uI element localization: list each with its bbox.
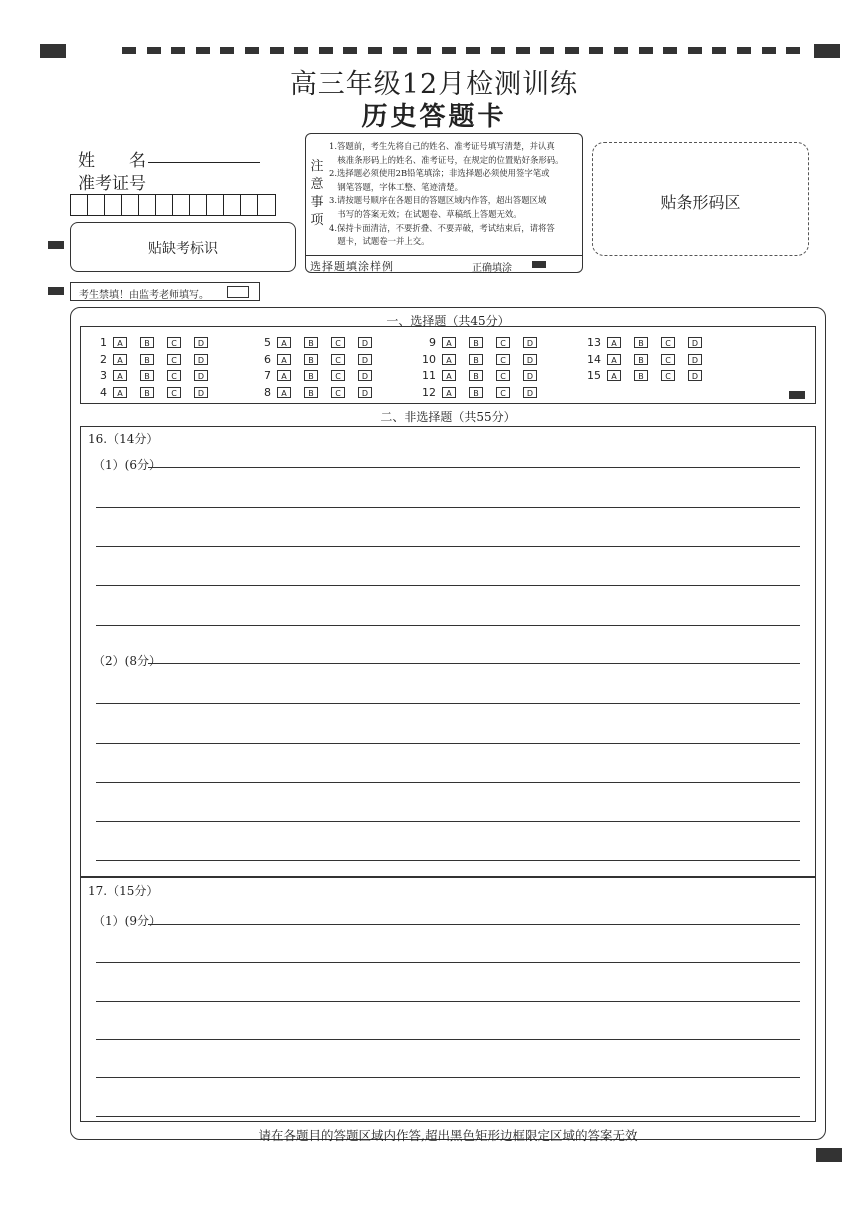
mcq-option-bubble[interactable]: D bbox=[523, 370, 537, 381]
mcq-option-bubble[interactable]: A bbox=[607, 354, 621, 365]
mcq-option-bubble[interactable]: D bbox=[523, 354, 537, 365]
mcq-question-number: 10 bbox=[422, 353, 436, 366]
mcq-option-bubble[interactable]: A bbox=[113, 354, 127, 365]
mcq-option-bubble[interactable]: B bbox=[140, 370, 154, 381]
timing-mark bbox=[196, 47, 210, 54]
answer-line[interactable] bbox=[148, 663, 800, 664]
answer-line[interactable] bbox=[96, 625, 800, 626]
proctor-note: 考生禁填！由监考老师填写。 bbox=[79, 290, 209, 301]
mcq-option-bubble[interactable]: D bbox=[688, 337, 702, 348]
corner-mark-bottom-right bbox=[816, 1148, 842, 1162]
mcq-option-bubble[interactable]: C bbox=[167, 354, 181, 365]
notice-line: 题卡，试题卷一并上交。 bbox=[329, 236, 430, 247]
mcq-question bbox=[575, 336, 715, 349]
mcq-question-number: 1 bbox=[100, 336, 107, 349]
timing-mark bbox=[516, 47, 530, 54]
answer-line[interactable] bbox=[148, 924, 800, 925]
q16-answer-box[interactable] bbox=[80, 426, 816, 877]
mcq-question bbox=[245, 369, 385, 382]
timing-mark bbox=[614, 47, 628, 54]
mcq-question-number: 2 bbox=[100, 353, 107, 366]
mcq-option-bubble[interactable]: D bbox=[523, 387, 537, 398]
footer-note: 请在各题目的答题区域内作答,超出黑色矩形边框限定区域的答案无效 bbox=[258, 1128, 638, 1143]
mcq-option-bubble[interactable]: B bbox=[140, 387, 154, 398]
mcq-option-bubble[interactable]: D bbox=[194, 370, 208, 381]
mcq-option-bubble[interactable]: C bbox=[496, 354, 510, 365]
name-label: 姓 名 bbox=[78, 151, 146, 171]
corner-mark-top-left bbox=[40, 44, 66, 58]
answer-line[interactable] bbox=[96, 743, 800, 744]
mcq-question bbox=[245, 386, 385, 399]
answer-line[interactable] bbox=[96, 821, 800, 822]
timing-mark bbox=[663, 47, 677, 54]
mcq-option-bubble[interactable]: A bbox=[277, 337, 291, 348]
q16-part2-label: （2）(8分） bbox=[93, 654, 161, 668]
answer-line[interactable] bbox=[96, 546, 800, 547]
id-digit-cell[interactable] bbox=[122, 195, 139, 215]
id-digit-cell[interactable] bbox=[156, 195, 173, 215]
answer-line[interactable] bbox=[96, 1001, 800, 1002]
mcq-option-bubble[interactable]: D bbox=[358, 387, 372, 398]
timing-mark bbox=[491, 47, 505, 54]
timing-mark bbox=[245, 47, 259, 54]
mcq-question-number: 9 bbox=[429, 336, 436, 349]
mcq-option-bubble[interactable]: B bbox=[140, 337, 154, 348]
timing-mark bbox=[393, 47, 407, 54]
mcq-question-number: 11 bbox=[422, 369, 436, 382]
mcq-question bbox=[575, 369, 715, 382]
proctor-fill-box[interactable] bbox=[227, 286, 249, 298]
id-digit-cell[interactable] bbox=[105, 195, 122, 215]
mcq-area bbox=[80, 326, 816, 404]
answer-line[interactable] bbox=[96, 703, 800, 704]
timing-mark bbox=[319, 47, 333, 54]
mcq-option-bubble[interactable]: C bbox=[331, 387, 345, 398]
timing-mark bbox=[589, 47, 603, 54]
timing-mark bbox=[294, 47, 308, 54]
mcq-option-bubble[interactable]: A bbox=[277, 387, 291, 398]
mcq-option-bubble[interactable]: D bbox=[358, 337, 372, 348]
notice-line: 书写的答案无效；在试题卷、草稿纸上答题无效。 bbox=[329, 208, 522, 219]
mcq-question bbox=[81, 353, 221, 366]
mcq-option-bubble[interactable]: D bbox=[194, 354, 208, 365]
notice-line: 2.选择题必须使用2B铅笔填涂；非选择题必须使用签字笔或 bbox=[329, 168, 550, 179]
mcq-option-bubble[interactable]: A bbox=[277, 370, 291, 381]
example-label: 选择题填涂样例 bbox=[310, 260, 394, 273]
answer-line[interactable] bbox=[96, 507, 800, 508]
name-field[interactable] bbox=[148, 162, 260, 163]
section1-title: 一、选择题（共45分） bbox=[386, 314, 510, 328]
notice-line: 4.保持卡面清洁，不要折叠、不要弄破，考试结束后，请将答 bbox=[329, 222, 555, 233]
mcq-option-bubble[interactable]: A bbox=[607, 337, 621, 348]
id-digit-cell[interactable] bbox=[190, 195, 207, 215]
notice-line: 3.请按题号顺序在各题目的答题区域内作答，超出答题区域 bbox=[329, 195, 547, 206]
mcq-option-bubble[interactable]: B bbox=[469, 337, 483, 348]
mcq-question-number: 14 bbox=[587, 353, 601, 366]
mcq-option-bubble[interactable]: B bbox=[469, 370, 483, 381]
mcq-question bbox=[575, 353, 715, 366]
q16-title: 16.（14分） bbox=[88, 432, 159, 446]
mark-left-1 bbox=[48, 241, 64, 249]
correct-fill-label: 正确填涂 bbox=[472, 263, 512, 274]
mcq-option-bubble[interactable]: D bbox=[194, 387, 208, 398]
timing-mark bbox=[466, 47, 480, 54]
mcq-corner-mark bbox=[789, 391, 805, 399]
mcq-question-number: 5 bbox=[264, 336, 271, 349]
mcq-option-bubble[interactable]: A bbox=[113, 370, 127, 381]
notice-line: 1.答题前，考生先将自己的姓名、准考证号填写清楚，并认真 bbox=[329, 141, 555, 151]
mcq-option-bubble[interactable]: C bbox=[331, 337, 345, 348]
timing-mark bbox=[442, 47, 456, 54]
notice-box bbox=[305, 133, 583, 273]
mcq-option-bubble[interactable]: A bbox=[442, 354, 456, 365]
timing-mark bbox=[171, 47, 185, 54]
mcq-option-bubble[interactable]: B bbox=[304, 370, 318, 381]
mcq-option-bubble[interactable]: C bbox=[167, 370, 181, 381]
timing-mark bbox=[712, 47, 726, 54]
mcq-option-bubble[interactable]: C bbox=[331, 370, 345, 381]
mcq-question-number: 3 bbox=[100, 369, 107, 382]
id-digit-cell[interactable] bbox=[207, 195, 224, 215]
id-digit-cell[interactable] bbox=[241, 195, 258, 215]
section2-title: 二、非选择题（共55分） bbox=[380, 410, 516, 424]
timing-mark bbox=[343, 47, 357, 54]
mcq-option-bubble[interactable]: D bbox=[688, 370, 702, 381]
page-title: 高三年级12月检测训练 bbox=[289, 69, 579, 100]
mcq-question bbox=[245, 336, 385, 349]
mcq-question-number: 13 bbox=[587, 336, 601, 349]
mcq-option-bubble[interactable]: B bbox=[634, 354, 648, 365]
notice-line: 核准条形码上的姓名、准考证号，在规定的位置贴好条形码。 bbox=[329, 154, 564, 165]
answer-line[interactable] bbox=[96, 782, 800, 783]
mcq-option-bubble[interactable]: A bbox=[607, 370, 621, 381]
mcq-question bbox=[410, 353, 550, 366]
mcq-option-bubble[interactable]: C bbox=[496, 370, 510, 381]
barcode-label: 贴条形码区 bbox=[660, 193, 741, 212]
mcq-option-bubble[interactable]: A bbox=[442, 337, 456, 348]
barcode-area bbox=[592, 142, 809, 256]
mcq-option-bubble[interactable]: B bbox=[634, 370, 648, 381]
mcq-option-bubble[interactable]: A bbox=[442, 387, 456, 398]
missing-exam-box bbox=[70, 222, 296, 272]
mcq-question bbox=[410, 369, 550, 382]
mcq-question bbox=[245, 353, 385, 366]
page-subtitle: 历史答题卡 bbox=[361, 102, 507, 132]
mcq-option-bubble[interactable]: A bbox=[113, 387, 127, 398]
mcq-option-bubble[interactable]: A bbox=[442, 370, 456, 381]
mcq-option-bubble[interactable]: C bbox=[661, 354, 675, 365]
example-row bbox=[306, 255, 582, 274]
mcq-question-number: 15 bbox=[587, 369, 601, 382]
mcq-option-bubble[interactable]: D bbox=[523, 337, 537, 348]
id-label: 准考证号 bbox=[78, 174, 146, 194]
mcq-question bbox=[410, 336, 550, 349]
timing-mark bbox=[122, 47, 136, 54]
mcq-question-number: 8 bbox=[264, 386, 271, 399]
missing-exam-label: 贴缺考标识 bbox=[148, 241, 218, 257]
answer-line[interactable] bbox=[96, 1077, 800, 1078]
answer-line[interactable] bbox=[96, 860, 800, 861]
mcq-option-bubble[interactable]: B bbox=[304, 387, 318, 398]
timing-mark bbox=[688, 47, 702, 54]
answer-line[interactable] bbox=[148, 467, 800, 468]
mcq-option-bubble[interactable]: B bbox=[304, 354, 318, 365]
id-digit-cell[interactable] bbox=[224, 195, 241, 215]
mcq-question bbox=[410, 386, 550, 399]
mcq-question bbox=[81, 386, 221, 399]
q17-title: 17.（15分） bbox=[88, 884, 159, 898]
mcq-option-bubble[interactable]: B bbox=[140, 354, 154, 365]
id-digit-cell[interactable] bbox=[258, 195, 275, 215]
id-digit-cell[interactable] bbox=[88, 195, 105, 215]
mark-left-2 bbox=[48, 287, 64, 295]
mcq-option-bubble[interactable]: C bbox=[167, 387, 181, 398]
mcq-question bbox=[81, 336, 221, 349]
mcq-option-bubble[interactable]: B bbox=[469, 354, 483, 365]
notice-items bbox=[329, 140, 579, 249]
mcq-option-bubble[interactable]: C bbox=[496, 387, 510, 398]
answer-line[interactable] bbox=[96, 585, 800, 586]
mcq-option-bubble[interactable]: B bbox=[469, 387, 483, 398]
timing-mark bbox=[417, 47, 431, 54]
timing-mark bbox=[565, 47, 579, 54]
timing-mark bbox=[270, 47, 284, 54]
id-digit-cell[interactable] bbox=[173, 195, 190, 215]
mcq-question-number: 7 bbox=[264, 369, 271, 382]
mcq-option-bubble[interactable]: D bbox=[194, 337, 208, 348]
q17-answer-box[interactable] bbox=[80, 877, 816, 1122]
proctor-note-box bbox=[70, 282, 260, 301]
timing-mark bbox=[147, 47, 161, 54]
timing-mark bbox=[540, 47, 554, 54]
timing-mark bbox=[368, 47, 382, 54]
timing-mark bbox=[639, 47, 653, 54]
timing-mark bbox=[762, 47, 776, 54]
answer-line[interactable] bbox=[96, 1116, 800, 1117]
timing-mark bbox=[737, 47, 751, 54]
id-number-grid[interactable] bbox=[70, 194, 276, 216]
mcq-question-number: 4 bbox=[100, 386, 107, 399]
id-digit-cell[interactable] bbox=[139, 195, 156, 215]
mcq-option-bubble[interactable]: C bbox=[167, 337, 181, 348]
q17-part1-label: （1）(9分） bbox=[93, 914, 161, 928]
mcq-option-bubble[interactable]: A bbox=[277, 354, 291, 365]
mcq-option-bubble[interactable]: C bbox=[331, 354, 345, 365]
mcq-option-bubble[interactable]: D bbox=[358, 354, 372, 365]
corner-mark-top-right bbox=[814, 44, 840, 58]
mcq-question-number: 12 bbox=[422, 386, 436, 399]
answer-line[interactable] bbox=[96, 1039, 800, 1040]
mcq-option-bubble[interactable]: C bbox=[661, 370, 675, 381]
mcq-option-bubble[interactable]: C bbox=[496, 337, 510, 348]
notice-side-label: 注意事项 bbox=[310, 159, 324, 228]
mcq-option-bubble[interactable]: D bbox=[688, 354, 702, 365]
mcq-option-bubble[interactable]: C bbox=[661, 337, 675, 348]
id-digit-cell[interactable] bbox=[71, 195, 88, 215]
correct-fill-sample bbox=[532, 261, 546, 268]
mcq-option-bubble[interactable]: D bbox=[358, 370, 372, 381]
answer-line[interactable] bbox=[96, 962, 800, 963]
mcq-question bbox=[81, 369, 221, 382]
timing-mark bbox=[786, 47, 800, 54]
timing-mark bbox=[220, 47, 234, 54]
mcq-question-number: 6 bbox=[264, 353, 271, 366]
mcq-option-bubble[interactable]: B bbox=[634, 337, 648, 348]
mcq-option-bubble[interactable]: B bbox=[304, 337, 318, 348]
q16-part1-label: （1）(6分） bbox=[93, 458, 161, 472]
mcq-option-bubble[interactable]: A bbox=[113, 337, 127, 348]
notice-line: 钢笔答题，字体工整、笔迹清楚。 bbox=[329, 181, 463, 192]
